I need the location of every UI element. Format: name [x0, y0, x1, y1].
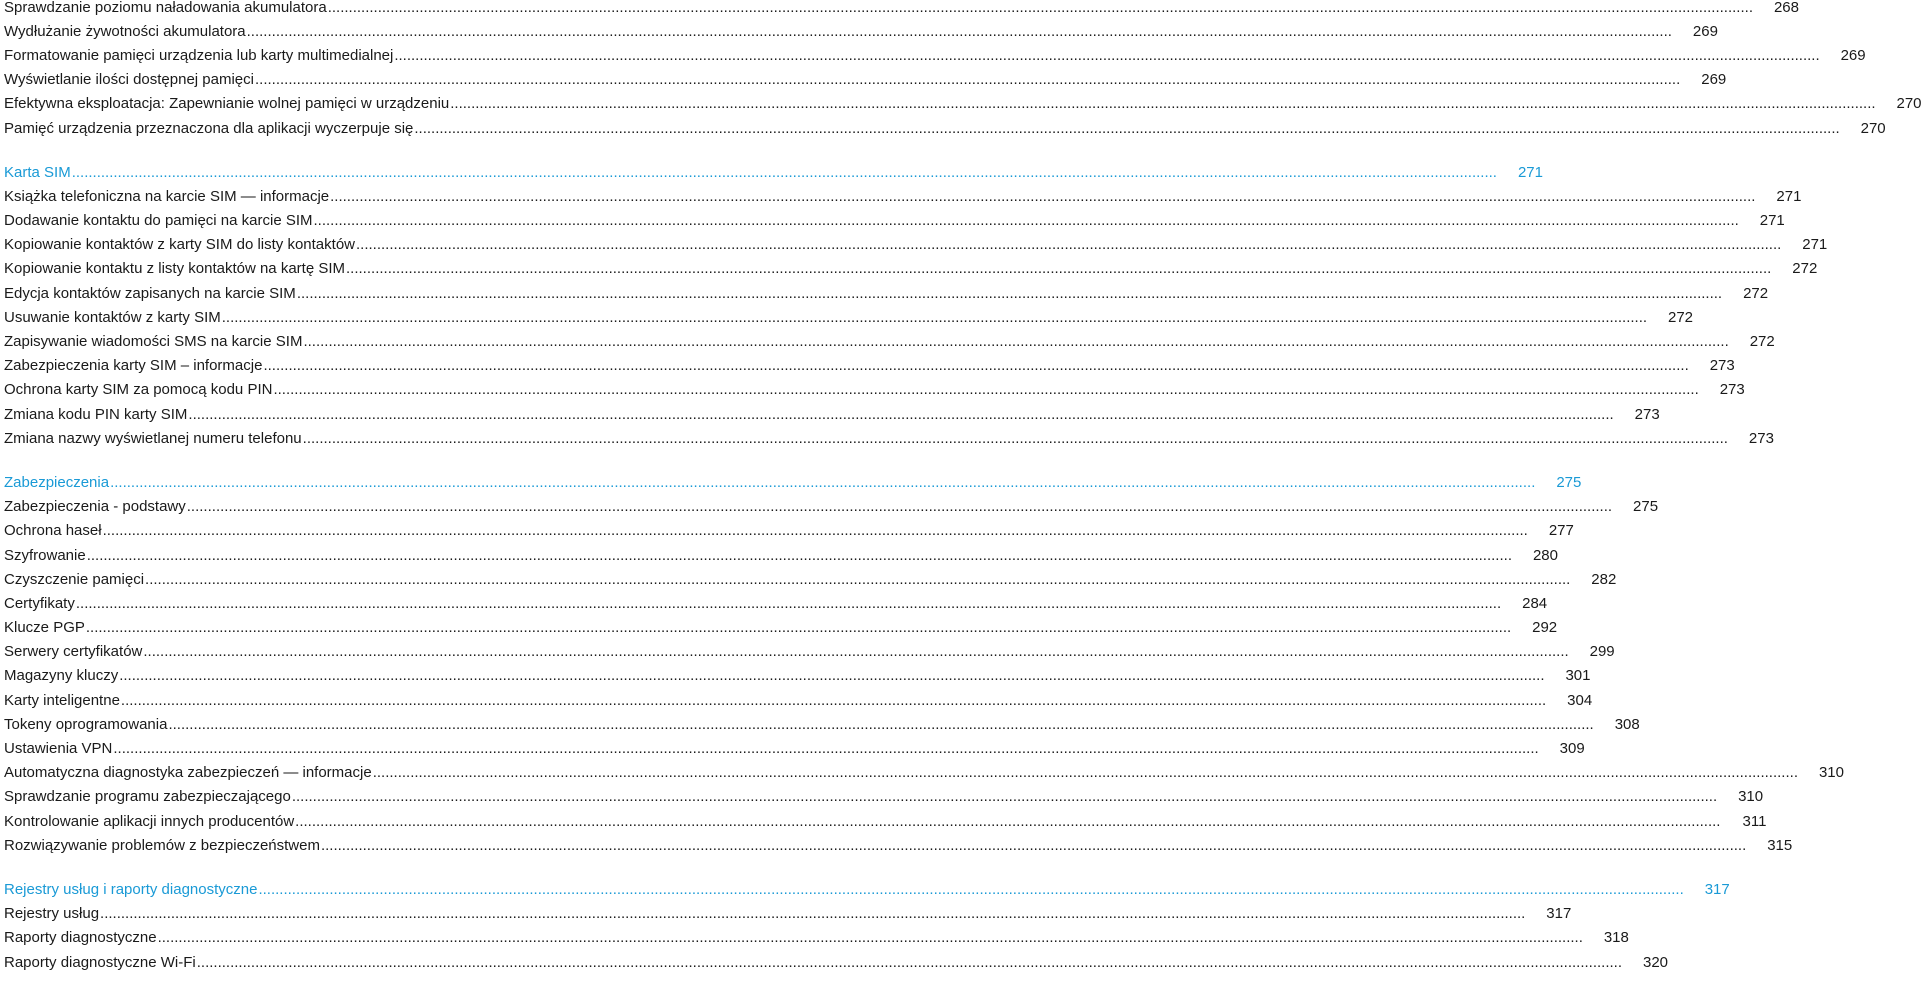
entry-title: Dodawanie kontaktu do pamięci na karcie SIM — [4, 212, 313, 230]
toc-entry[interactable] — [4, 184, 1802, 208]
toc-chapter-entry[interactable] — [4, 160, 1543, 184]
entry-title: Wydłużanie żywotności akumulatora — [4, 22, 246, 40]
toc-entry[interactable] — [4, 761, 1844, 785]
page-number: 272 — [1749, 333, 1775, 351]
section-spacer — [4, 857, 954, 877]
entry-title: Efektywna eksploatacja: Zapewnianie wolnej pamięci w urządzeniu — [4, 95, 450, 113]
page-number: 270 — [1896, 95, 1922, 113]
toc-entry[interactable] — [4, 616, 1558, 640]
page-number: 315 — [1767, 836, 1793, 854]
page-number: 280 — [1532, 546, 1558, 564]
toc-entry[interactable] — [4, 116, 1886, 140]
chapter-title: Rejestry usług i raporty diagnostyczne — [4, 880, 258, 898]
toc-entry[interactable] — [4, 495, 1659, 519]
entry-title: Ochrona karty SIM za pomocą kodu PIN — [4, 381, 273, 399]
entry-title: Ustawienia VPN — [4, 740, 113, 758]
dot-leader — [394, 47, 1819, 64]
dot-leader — [187, 498, 1612, 515]
toc-entry[interactable] — [4, 926, 1629, 950]
page-number: 299 — [1589, 643, 1615, 661]
entry-title: Edycja kontaktów zapisanych na karcie SIM — [4, 284, 296, 302]
entry-title: Magazyny kluczy — [4, 667, 119, 685]
page-number: 271 — [1517, 163, 1543, 181]
entry-title: Kontrolowanie aplikacji innych producentów — [4, 812, 295, 830]
toc-entry[interactable] — [4, 519, 1574, 543]
dot-leader — [356, 236, 1781, 253]
dot-leader — [330, 188, 1755, 205]
entry-title: Usuwanie kontaktów z karty SIM — [4, 308, 221, 326]
page-number: 282 — [1591, 570, 1617, 588]
page-number: 284 — [1522, 594, 1548, 612]
page-number: 272 — [1668, 308, 1694, 326]
toc-entry[interactable] — [4, 688, 1593, 712]
entry-title: Zapisywanie wiadomości SMS na karcie SIM — [4, 333, 303, 351]
entry-title: Pamięć urządzenia przeznaczona dla aplikacji wyczerpuje się — [4, 119, 414, 137]
dot-leader — [100, 905, 1525, 922]
dot-leader — [158, 929, 1583, 946]
entry-title: Rejestry usług — [4, 905, 100, 923]
entry-title: Zabezpieczenia karty SIM – informacje — [4, 357, 263, 375]
entry-title: Raporty diagnostyczne — [4, 929, 157, 947]
toc-entry[interactable] — [4, 281, 1769, 305]
toc-entry[interactable] — [4, 329, 1775, 353]
entry-title: Klucze PGP — [4, 619, 85, 637]
dot-leader — [346, 260, 1771, 277]
dot-leader — [110, 474, 1535, 491]
toc-entry[interactable] — [4, 902, 1572, 926]
chapter-title: Karta SIM — [4, 163, 71, 181]
toc-section — [4, 160, 1828, 450]
section-spacer — [4, 450, 954, 470]
toc-entry[interactable] — [4, 950, 1669, 974]
dot-leader — [103, 522, 1528, 539]
dot-leader — [143, 643, 1568, 660]
toc-entry[interactable] — [4, 833, 1793, 857]
toc-entry[interactable] — [4, 736, 1585, 760]
entry-title: Ochrona haseł — [4, 522, 102, 540]
chapter-title: Zabezpieczenia — [4, 473, 110, 491]
toc-entry[interactable] — [4, 92, 1922, 116]
dot-leader — [303, 333, 1728, 350]
page-number: 275 — [1633, 498, 1659, 516]
dot-leader — [197, 954, 1622, 971]
page-number: 273 — [1634, 405, 1660, 423]
dot-leader — [321, 837, 1746, 854]
section-spacer — [4, 140, 954, 160]
page-number: 273 — [1748, 429, 1774, 447]
page-number: 317 — [1704, 880, 1730, 898]
toc-entry[interactable] — [4, 43, 1866, 67]
toc-entry[interactable] — [4, 809, 1767, 833]
page-number: 269 — [1840, 46, 1866, 64]
toc-section — [4, 877, 1730, 974]
toc-entry[interactable] — [4, 0, 1799, 19]
dot-leader — [258, 881, 1683, 898]
toc-entry[interactable] — [4, 354, 1735, 378]
entry-title: Serwery certyfikatów — [4, 643, 143, 661]
page-number: 268 — [1773, 0, 1799, 16]
dot-leader — [255, 71, 1680, 88]
dot-leader — [222, 309, 1647, 326]
dot-leader — [295, 813, 1720, 830]
entry-title: Kopiowanie kontaktów z karty SIM do listy kontaktów — [4, 236, 355, 254]
page-number: 311 — [1742, 812, 1767, 830]
dot-leader — [145, 571, 1570, 588]
toc-chapter-entry[interactable] — [4, 470, 1582, 494]
toc-entry[interactable] — [4, 305, 1694, 329]
dot-leader — [121, 692, 1546, 709]
entry-title: Raporty diagnostyczne Wi-Fi — [4, 953, 196, 971]
page-number: 320 — [1642, 953, 1669, 971]
page-number: 271 — [1759, 212, 1785, 230]
page-number: 270 — [1860, 119, 1886, 137]
dot-leader — [119, 667, 1544, 684]
toc-entry[interactable] — [4, 402, 1660, 426]
entry-title: Automatyczna diagnostyka zabezpieczeń — informacje — [4, 764, 372, 782]
dot-leader — [414, 120, 1839, 137]
page-number: 273 — [1709, 357, 1735, 375]
dot-leader — [247, 23, 1672, 40]
entry-title: Wyświetlanie ilości dostępnej pamięci — [4, 71, 254, 89]
toc-entry[interactable] — [4, 591, 1548, 615]
toc-entry[interactable] — [4, 543, 1558, 567]
toc-entry[interactable] — [4, 640, 1615, 664]
dot-leader — [263, 357, 1688, 374]
toc-entry[interactable] — [4, 233, 1828, 257]
page-number: 269 — [1701, 71, 1727, 89]
page-number: 309 — [1559, 740, 1585, 758]
toc-entry[interactable] — [4, 785, 1764, 809]
toc-entry[interactable] — [4, 68, 1727, 92]
page-number: 318 — [1603, 929, 1629, 947]
entry-title: Sprawdzanie poziomu naładowania akumulatora — [4, 0, 327, 16]
entry-title: Kopiowanie kontaktu z listy kontaktów na kartę SIM — [4, 260, 346, 278]
toc-entry[interactable] — [4, 378, 1745, 402]
toc-entry[interactable] — [4, 567, 1617, 591]
entry-title: Rozwiązywanie problemów z bezpieczeństwem — [4, 836, 320, 854]
table-of-contents — [4, 0, 1922, 974]
page-number: 292 — [1532, 619, 1558, 637]
toc-section — [4, 0, 1922, 140]
toc-section — [4, 470, 1844, 857]
page-number: 277 — [1548, 522, 1574, 540]
entry-title: Zmiana nazwy wyświetlanej numeru telefonu — [4, 429, 302, 447]
dot-leader — [168, 716, 1593, 733]
entry-title: Książka telefoniczna na karcie SIM — informacje — [4, 187, 330, 205]
dot-leader — [328, 0, 1753, 16]
dot-leader — [113, 740, 1538, 757]
page-number: 269 — [1692, 22, 1718, 40]
entry-title: Zabezpieczenia - podstawy — [4, 498, 186, 516]
toc-entry[interactable] — [4, 712, 1640, 736]
dot-leader — [72, 164, 1497, 181]
dot-leader — [292, 788, 1717, 805]
dot-leader — [373, 764, 1798, 781]
toc-entry[interactable] — [4, 209, 1785, 233]
entry-title: Czyszczenie pamięci — [4, 570, 145, 588]
page-number: 271 — [1776, 187, 1802, 205]
entry-title: Karty inteligentne — [4, 691, 120, 709]
dot-leader — [297, 285, 1722, 302]
toc-entry[interactable] — [4, 19, 1718, 43]
page-number: 271 — [1802, 236, 1828, 254]
entry-title: Tokeny oprogramowania — [4, 715, 168, 733]
toc-chapter-entry[interactable] — [4, 877, 1730, 901]
entry-title: Zmiana kodu PIN karty SIM — [4, 405, 188, 423]
dot-leader — [450, 95, 1875, 112]
page-number: 304 — [1567, 691, 1593, 709]
page-number: 273 — [1719, 381, 1745, 399]
page-number: 308 — [1614, 715, 1640, 733]
entry-title: Certyfikaty — [4, 594, 75, 612]
dot-leader — [303, 430, 1728, 447]
page-number: 310 — [1738, 788, 1764, 806]
entry-title: Sprawdzanie programu zabezpieczającego — [4, 788, 291, 806]
page-number: 275 — [1556, 473, 1582, 491]
page-number: 301 — [1565, 667, 1591, 685]
dot-leader — [86, 619, 1511, 636]
toc-entry[interactable] — [4, 257, 1818, 281]
entry-title: Szyfrowanie — [4, 546, 86, 564]
dot-leader — [76, 595, 1501, 612]
page-number: 310 — [1818, 764, 1844, 782]
page-number: 317 — [1546, 905, 1572, 923]
entry-title: Formatowanie pamięci urządzenia lub karty multimedialnej — [4, 46, 394, 64]
toc-entry[interactable] — [4, 426, 1774, 450]
toc-entry[interactable] — [4, 664, 1591, 688]
dot-leader — [273, 381, 1698, 398]
dot-leader — [188, 406, 1613, 423]
page-number: 272 — [1792, 260, 1818, 278]
dot-leader — [87, 547, 1512, 564]
page-number: 272 — [1743, 284, 1769, 302]
dot-leader — [314, 212, 1739, 229]
